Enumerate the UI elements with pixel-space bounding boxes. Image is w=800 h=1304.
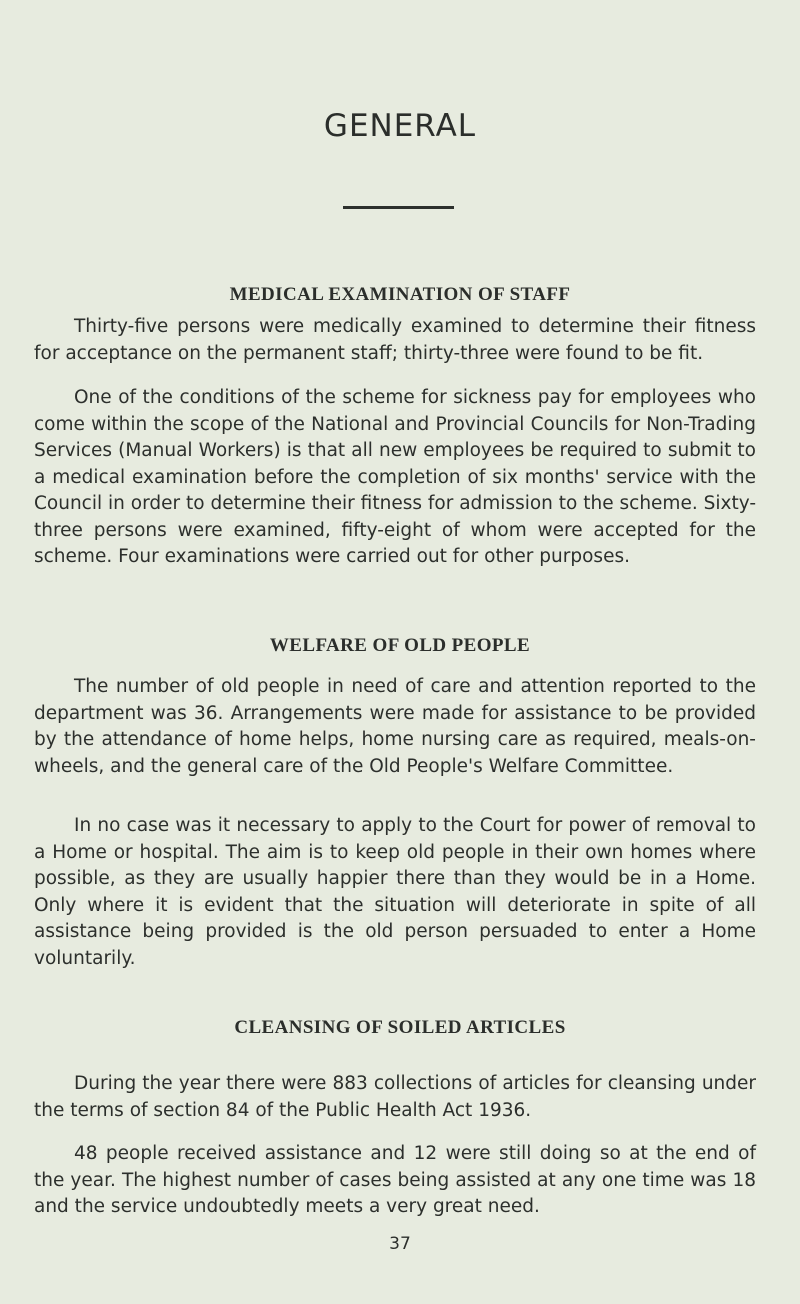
paragraph-welfare-2: In no case was it necessary to apply to the Court for power of removal to a Home or hospital. The aim is to keep old people in their own homes where possible, as they are usually happier there than they would be in a Home. Only where it is evident that the situation will deteriorate in spite of all assistance being provided is the old person persuaded to enter a Home voluntarily. xyxy=(34,815,756,969)
section-heading-medical-examination: MEDICAL EXAMINATION OF STAFF xyxy=(229,284,571,305)
section-heading-cleansing-soiled-articles: CLEANSING OF SOILED ARTICLES xyxy=(234,1017,566,1038)
paragraph-cleansing-1: During the year there were 883 collections of articles for cleansing under the terms of section 84 of the Public Health Act 1936. xyxy=(34,1073,756,1121)
section-heading-welfare-old-people: WELFARE OF OLD PEOPLE xyxy=(269,635,531,656)
paragraph-welfare-1: The number of old people in need of care and attention reported to the department was 36. Arrangements were made for assistance to be provided by the attendance of home helps, home nursing care as required, meals-on-wheels, and the general care of the Old People's Welfare Committee. xyxy=(34,676,756,777)
page-title: GENERAL xyxy=(323,108,477,144)
title-rule xyxy=(343,206,454,209)
paragraph-cleansing-2: 48 people received assistance and 12 were still doing so at the end of the year. The highest number of cases being assisted at any one time was 18 and the service undoubtedly meets a very great need. xyxy=(34,1143,756,1217)
paragraph-medical-2: One of the conditions of the scheme for sickness pay for employees who come within the scope of the National and Provincial Councils for Non-Trading Services (Manual Workers) is that all new employees be required to submit to a medical examination before the completion of six months' service with the Council in order to determine their fitness for admission to the scheme. Sixty-three persons were examined, fifty-eight of whom were accepted for the scheme. Four examinations were carried out for other purposes. xyxy=(34,387,756,567)
paragraph-medical-1: Thirty-five persons were medically examined to determine their fitness for acceptance on the permanent staff; thirty-three were found to be fit. xyxy=(34,316,756,364)
page-number: 37 xyxy=(389,1234,411,1254)
